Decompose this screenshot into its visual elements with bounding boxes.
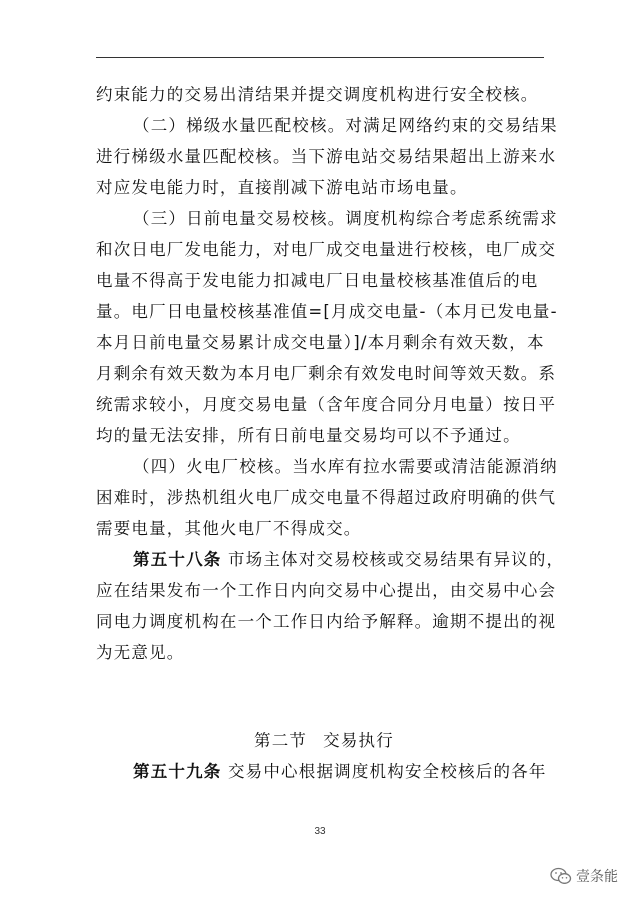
text-line: 电量不得高于发电能力扣减电厂日电量校核基准值后的电	[96, 271, 539, 290]
wechat-icon	[550, 867, 572, 885]
watermark	[550, 866, 618, 886]
article-58-heading: 第五十八条	[133, 550, 222, 569]
text-line: 为无意见。	[96, 643, 185, 662]
text-line: 同电力调度机构在一个工作日内给予解释。逾期不提出的视	[96, 612, 557, 631]
text-line: （三）日前电量交易校核。调度机构综合考虑系统需求	[133, 209, 558, 228]
section-heading	[96, 725, 552, 756]
header-rule	[96, 57, 544, 58]
section-title: 交易执行	[323, 731, 394, 750]
section-number: 第二节	[254, 731, 308, 750]
text-line: 本月日前电量交易累计成交电量）]/本月剩余有效天数，本	[96, 333, 545, 352]
text-line: 统需求较小，月度交易电量（含年度合同分月电量）按日平	[96, 395, 557, 414]
article-59-heading: 第五十九条	[133, 762, 222, 781]
text-line: 应在结果发布一个工作日内向交易中心提出，由交易中心会	[96, 581, 557, 600]
text-line: 困难时，涉热机组火电厂成交电量不得超过政府明确的供气	[96, 488, 557, 507]
watermark-text: 壹条能	[576, 869, 618, 885]
text-line: 需要电量，其他火电厂不得成交。	[96, 519, 362, 538]
article-58-first-line	[96, 544, 565, 575]
article-59-first-line	[96, 756, 552, 787]
text-line: 约束能力的交易出清结果并提交调度机构进行安全校核。	[96, 85, 539, 104]
text-line: 对应发电能力时，直接削减下游电站市场电量。	[96, 178, 468, 197]
article-59-text: 交易中心根据调度机构安全校核后的各年	[227, 762, 547, 781]
text-line: （四）火电厂校核。当水库有拉水需要或清洁能源消纳	[133, 457, 558, 476]
article-58-text: 市场主体对交易校核或交易结果有异议的，	[227, 550, 565, 569]
document-body	[96, 79, 565, 787]
text-line: 进行梯级水量匹配校核。当下游电站交易结果超出上游来水	[96, 147, 557, 166]
text-line: 月剩余有效天数为本月电厂剩余有效发电时间等效天数。系	[96, 364, 557, 383]
text-line: （二）梯级水量匹配校核。对满足网络约束的交易结果	[133, 116, 558, 135]
page-number: 33	[314, 826, 326, 837]
text-line: 均的量无法安排，所有日前电量交易均可以不予通过。	[96, 426, 521, 445]
text-line: 和次日电厂发电能力，对电厂成交电量进行校核，电厂成交	[96, 240, 557, 259]
text-line: 量。电厂日电量校核基准值=[月成交电量-（本月已发电量-	[96, 302, 558, 321]
